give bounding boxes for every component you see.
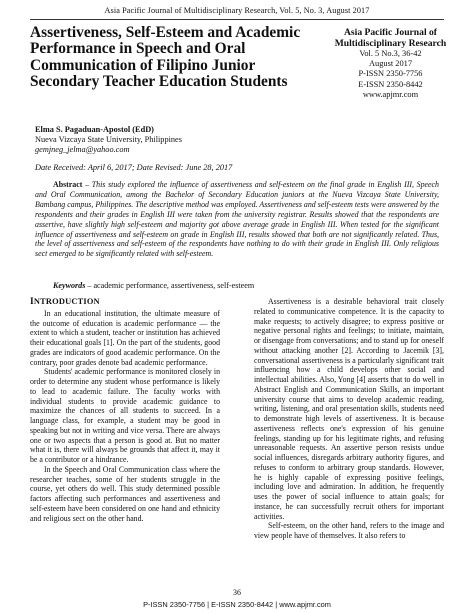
journal-date: August 2017 bbox=[368, 59, 413, 69]
journal-website: www.apjmr.com bbox=[362, 89, 419, 99]
abstract-label: Abstract bbox=[53, 180, 83, 189]
author-email: gemjneg_jelma@yahoo.com bbox=[35, 145, 130, 155]
journal-volume: Vol. 5 No.3, 36-42 bbox=[359, 49, 422, 58]
page-number: 36 bbox=[233, 588, 241, 597]
abstract: Abstract – This study explored the influence of assertiveness and self-esteem on the final grade in English III, Speech and Oral Communication, among the Bachelor of Secondary Education juniors at the Nueva Vizcaya State University, Bambang campus, Philippines. The descriptive method was employed. Assertiveness and self-esteem tests were answered by the respondents and their grades in English III were taken from the university registrar. Results showed that the respondents are assertive, have slightly high self-esteem and majority got above average grade in English III. When tested for the significant influence of assertiveness and self-esteem on grade in English III, results showed that both are not significantly related. Thus, the level of assertiveness and self-esteem of the respondents have nothing to do with their grade in English III. Only religious sect emerged to be significantly related with self-esteem. bbox=[35, 180, 440, 259]
keywords: Keywords – academic performance, assertiveness, self-esteem bbox=[53, 281, 255, 290]
paragraph: Assertiveness is a desirable behavioral trait closely related to communicative competence. It is the capacity to make requests; to actively disagree; to express positive or negative personal rights and feelings; to initiate, maintain, or disengage from conversations; and to stand up for oneself without attacking another [2]. According to Jacemik [3], conversational assertiveness is a particularly significant trait influencing how a child develops other social and intellectual abilities. Also, Yong [4] asserts that to do well in Abstract English and Communication Skills, an important university course that aims to develop academic reading, writing, listening, and oral presentation skills, students need to demonstrate high levels of assertiveness. It is because assertiveness reflects one's expression of his genuine feelings, standing up for his legitimate rights, and refusing unreasonable requests. An assertive person resists undue social influences, disregards arbitrary authority figures, and refuses to conform to arbitrary group standards. However, he is highly capable of expressing positive feelings, including love and admiration. In addition, he frequently uses the power of social influence to attain goals; for instance, he can successfully recruit others for important activities. bbox=[254, 297, 444, 521]
paper-title: Assertiveness, Self-Esteem and Academic Performance in Speech and Oral Communication of Filipino Junior Secondary Teacher Education Students bbox=[30, 24, 301, 91]
author-affiliation: Nueva Vizcaya State University, Philippines bbox=[35, 135, 182, 145]
keywords-label: Keywords bbox=[53, 281, 86, 290]
paragraph: In the Speech and Oral Communication class where the researcher teaches, some of her students struggle in the course, yet others do well. This study determined possible factors affecting such performances and assertiveness and self-esteem have been considered on one hand and ethnicity and religious sect on the other hand. bbox=[30, 464, 220, 523]
left-column bbox=[30, 297, 220, 523]
paragraph: Students' academic performance is monitored closely in order to determine any student whose performance is likely to lead to academic failure. The faculty works with individual students to provide academic guidance to maximize the chances of all students to succeed. In a language class, for example, a student may be good in speaking but not in writing and vice versa. There are always one or two aspects that a person is good at. But no matter what it is, there will always be grounds that affect it, may it be a contributor or a hindrance. bbox=[30, 367, 220, 464]
journal-info-box bbox=[333, 27, 448, 100]
abstract-text: This study explored the influence of assertiveness and self-esteem on the final grade in English III, Speech and Oral Communication, among the Bachelor of Secondary Education juniors at the Nueva Vizcaya State University, Bambang campus, Philippines. The descriptive method was employed. Assertiveness and self-esteem tests were answered by the respondents and their grades in English III were taken from the university registrar. Results showed that the respondents are assertive, have slightly high self-esteem and majority got above average grade in English III. When tested for the significant influence of assertiveness and self-esteem on grade in English III, results showed that both are not significantly related. Thus, the level of assertiveness and self-esteem of the respondents have nothing to do with their grade in English III. Only religious sect emerged to be significantly related with self-esteem. bbox=[35, 180, 440, 259]
keywords-text: academic performance, assertiveness, self-esteem bbox=[93, 281, 255, 290]
date-received-revised: Date Received: April 6, 2017; Date Revised: June 28, 2017 bbox=[35, 163, 233, 172]
running-header: Asia Pacific Journal of Multidisciplinary Research, Vol. 5, No. 3, August 2017 bbox=[104, 6, 370, 15]
right-column bbox=[254, 297, 444, 541]
paragraph: Self-esteem, on the other hand, refers to the image and view people have of themselves. It also refers to bbox=[254, 521, 444, 540]
header-divider bbox=[30, 19, 444, 20]
paragraph: In an educational institution, the ultimate measure of the outcome of education is academic performance — the extent to which a student, teacher or institution has achieved their educational goals [1]. On the part of the students, good grades are indicators of good academic performance. On the contrary, poor grades denote bad academic performance. bbox=[30, 308, 220, 367]
journal-name: Asia Pacific Journal of Multidisciplinary Research bbox=[334, 27, 447, 49]
page-footer: P-ISSN 2350-7756 | E-ISSN 2350-8442 | www.apjmr.com bbox=[143, 600, 331, 609]
journal-eissn: E-ISSN 2350-8442 bbox=[358, 79, 423, 89]
author-name: Elma S. Pagaduan-Apostol (EdD) bbox=[35, 125, 154, 134]
journal-pissn: P-ISSN 2350-7756 bbox=[358, 69, 423, 79]
section-heading-introduction: INTRODUCTION bbox=[30, 297, 100, 307]
author-block bbox=[35, 125, 335, 156]
